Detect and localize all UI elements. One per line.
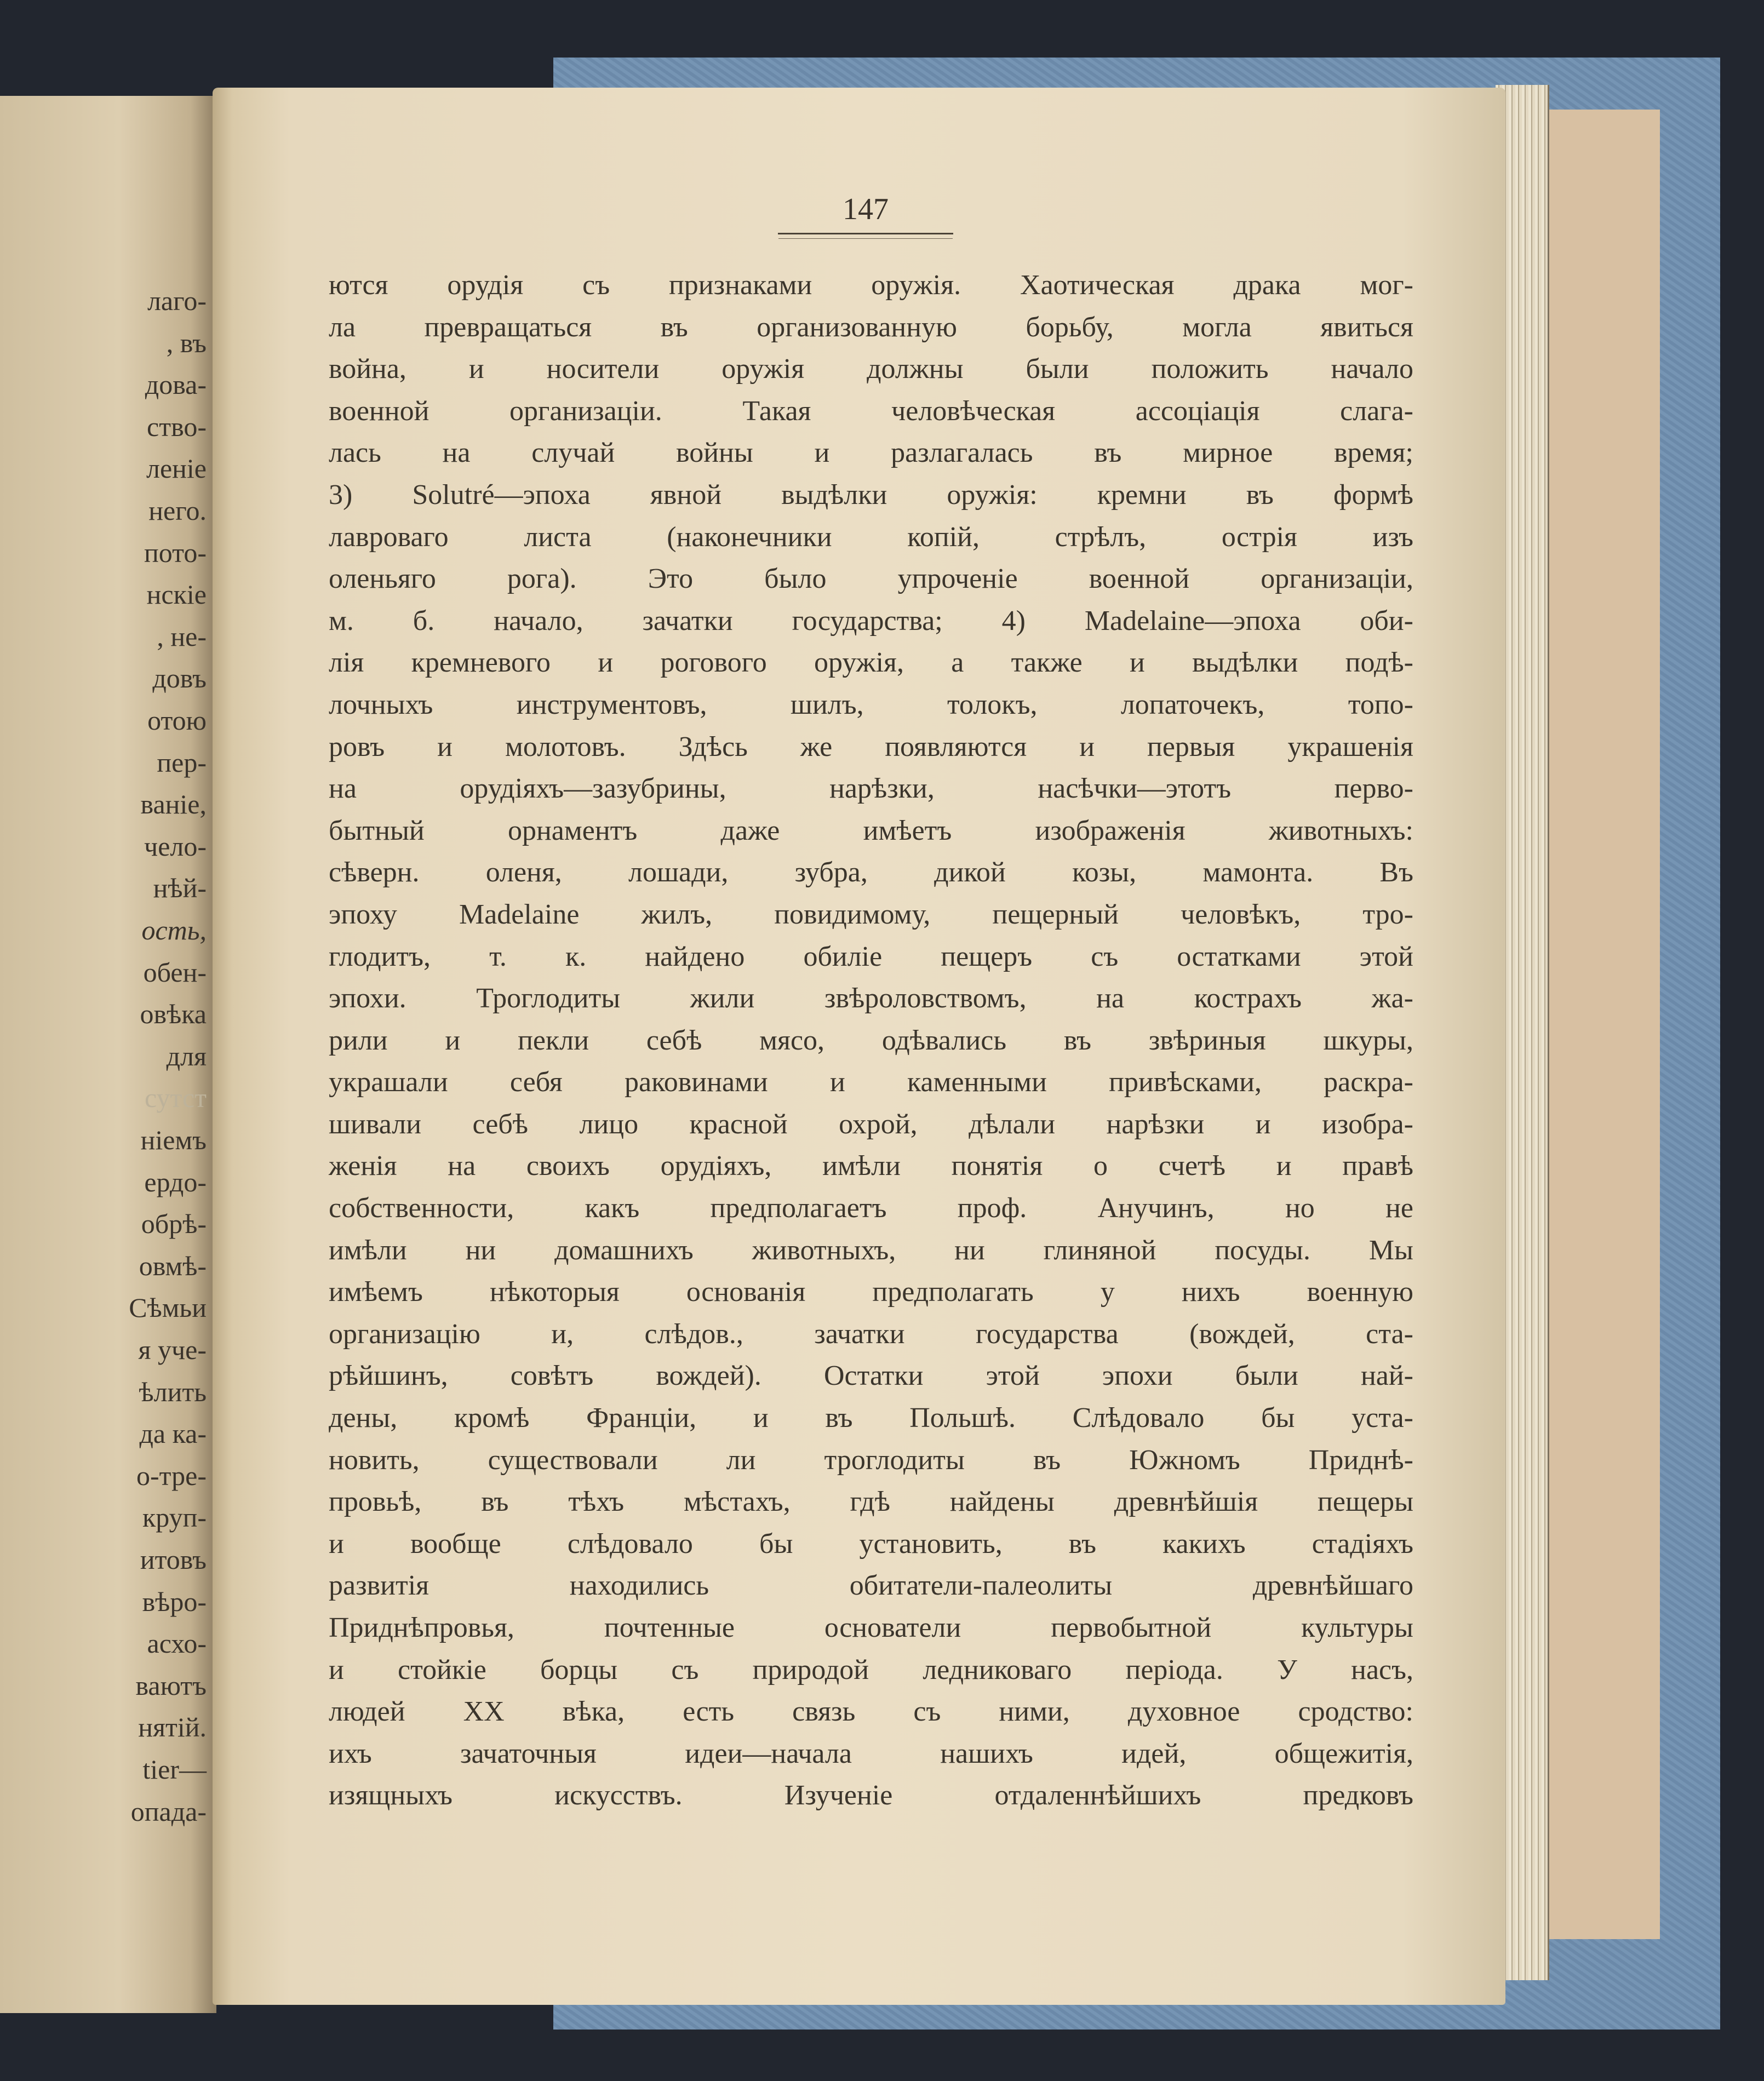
text-line: лась на случай войны и разлагалась въ мирное время; xyxy=(329,437,1413,469)
left-page-line: , не- xyxy=(157,621,207,652)
left-page-line: обен- xyxy=(143,956,207,988)
left-page-line: овмѣ- xyxy=(139,1250,207,1281)
text-line: военной организаціи. Такая человѣческая ассоціація слага- xyxy=(329,395,1413,427)
text-line: ихъ зачаточныя идеи—начала нашихъ идей, общежитія, xyxy=(329,1738,1413,1769)
text-line: рѣйшинъ, совѣтъ вождей). Остатки этой эпохи были най- xyxy=(329,1360,1413,1392)
left-page xyxy=(0,96,216,2013)
left-page-line: я уче- xyxy=(138,1334,207,1365)
left-page-line: круп- xyxy=(142,1502,207,1533)
text-line: сѣверн. оленя, лошади, зубра, дикой козы, мамонта. Въ xyxy=(329,857,1413,888)
text-line: эпоху Madelaine жилъ, повидимому, пещерный человѣкъ, тро- xyxy=(329,898,1413,930)
text-line: м. б. начало, зачатки государства; 4) Madelaine—эпоха оби- xyxy=(329,605,1413,637)
left-page-line: ваютъ xyxy=(135,1670,207,1701)
text-line: организацію и, слѣдов., зачатки государства (вождей, ста- xyxy=(329,1318,1413,1350)
text-line: война, и носители оружія должны были положить начало xyxy=(329,353,1413,385)
page-number-rule xyxy=(778,233,953,234)
left-page-line: леніе xyxy=(146,453,207,484)
back-cover-edge xyxy=(1534,110,1660,1939)
left-page-line: итовъ xyxy=(140,1544,207,1575)
left-page-line: асхо- xyxy=(147,1628,207,1659)
left-page-line: пото- xyxy=(144,537,207,568)
text-line: глодитъ, т. к. найдено обиліе пещеръ съ остатками этой xyxy=(329,941,1413,972)
text-line: и стойкіе борцы съ природой ледниковаго періода. У насъ, xyxy=(329,1654,1413,1686)
text-line: провьѣ, въ тѣхъ мѣстахъ, гдѣ найдены древнѣйшія пещеры xyxy=(329,1486,1413,1518)
text-line: бытный орнаментъ даже имѣетъ изображенія животныхъ: xyxy=(329,815,1413,846)
left-page-line: о-тре- xyxy=(136,1460,207,1491)
left-page-line: вѣро- xyxy=(142,1586,207,1617)
left-page-line: сутст xyxy=(144,1082,207,1114)
left-page-line: ство- xyxy=(147,411,207,442)
left-page-line: нятій. xyxy=(138,1712,207,1743)
left-page-line: да ка- xyxy=(139,1418,207,1449)
page-number: 147 xyxy=(843,192,889,226)
left-page-line: пер- xyxy=(157,747,207,778)
text-line: развитія находились обитатели-палеолиты древнѣйшаго xyxy=(329,1570,1413,1602)
text-line: на орудіяхъ—зазубрины, нарѣзки, насѣчки—этотъ перво- xyxy=(329,773,1413,805)
left-page-line: овѣка xyxy=(140,999,207,1030)
text-line: лавроваго листа (наконечники копій, стрѣлъ, острія изъ xyxy=(329,521,1413,553)
text-line: лія кремневого и рогового оружія, а также и выдѣлки подѣ- xyxy=(329,647,1413,679)
body-text xyxy=(329,265,1413,1817)
text-line: имѣемъ нѣкоторыя основанія предполагать у нихъ военную xyxy=(329,1276,1413,1308)
left-page-line: Сѣмьи xyxy=(129,1292,207,1323)
left-page-line: опада- xyxy=(130,1796,207,1827)
left-page-line: нѣй- xyxy=(153,873,207,904)
text-line: шивали себѣ лицо красной охрой, дѣлали нарѣзки и изобра- xyxy=(329,1108,1413,1140)
left-page-line: него. xyxy=(148,495,207,526)
text-line: людей XX вѣка, есть связь съ ними, духовное сродство: xyxy=(329,1696,1413,1728)
text-line: изящныхъ искусствъ. Изученіе отдаленнѣйшихъ предковъ xyxy=(329,1780,1413,1811)
left-page-line: дова- xyxy=(145,369,207,400)
left-page-line: отою xyxy=(147,705,207,736)
text-line: 3) Solutré—эпоха явной выдѣлки оружія: кремни въ формѣ xyxy=(329,479,1413,511)
left-page-line: обрѣ- xyxy=(141,1208,207,1240)
left-page-line: лаго- xyxy=(147,285,207,316)
left-page-line: , въ xyxy=(166,327,207,358)
left-page-line: tier— xyxy=(142,1754,207,1785)
text-line: дены, кромѣ Франціи, и въ Польшѣ. Слѣдовало бы уста- xyxy=(329,1402,1413,1434)
left-page-line: ваніе, xyxy=(140,789,207,820)
text-line: оленьяго рога). Это было упроченіе военной организаціи, xyxy=(329,563,1413,595)
text-line: эпохи. Троглодиты жили звѣроловствомъ, на кострахъ жа- xyxy=(329,983,1413,1014)
text-line: ются орудія съ признаками оружія. Хаотическая драка мог- xyxy=(329,270,1413,301)
left-page-line: ость, xyxy=(141,915,207,945)
text-line: рили и пекли себѣ мясо, одѣвались въ звѣриныя шкуры, xyxy=(329,1024,1413,1056)
text-line: новить, существовали ли троглодиты въ Южномъ Приднѣ- xyxy=(329,1444,1413,1476)
text-line: и вообще слѣдовало бы установить, въ какихъ стадіяхъ xyxy=(329,1528,1413,1560)
text-line: украшали себя раковинами и каменными привѣсками, раскра- xyxy=(329,1067,1413,1098)
text-line: имѣли ни домашнихъ животныхъ, ни глиняной посуды. Мы xyxy=(329,1234,1413,1266)
text-line: женія на своихъ орудіяхъ, имѣли понятія о счетѣ и правѣ xyxy=(329,1150,1413,1182)
text-line: ла превращаться въ организованную борьбу, могла явиться xyxy=(329,311,1413,343)
left-page-line: довъ xyxy=(152,663,207,694)
left-page-line: ердо- xyxy=(144,1166,207,1197)
left-page-line: нскіе xyxy=(146,579,207,610)
text-line: Приднѣпровья, почтенные основатели первобытной культуры xyxy=(329,1612,1413,1643)
left-page-line: чело- xyxy=(144,830,207,862)
left-page-line: ніемъ xyxy=(140,1125,207,1155)
text-line: лочныхъ инструментовъ, шилъ, толокъ, лопаточекъ, топо- xyxy=(329,689,1413,720)
left-page-line: для xyxy=(166,1040,207,1071)
text-line: ровъ и молотовъ. Здѣсь же появляются и первыя украшенія xyxy=(329,731,1413,763)
left-page-line: ѣлить xyxy=(139,1376,207,1407)
text-line: собственности, какъ предполагаетъ проф. Анучинъ, но не xyxy=(329,1193,1413,1224)
